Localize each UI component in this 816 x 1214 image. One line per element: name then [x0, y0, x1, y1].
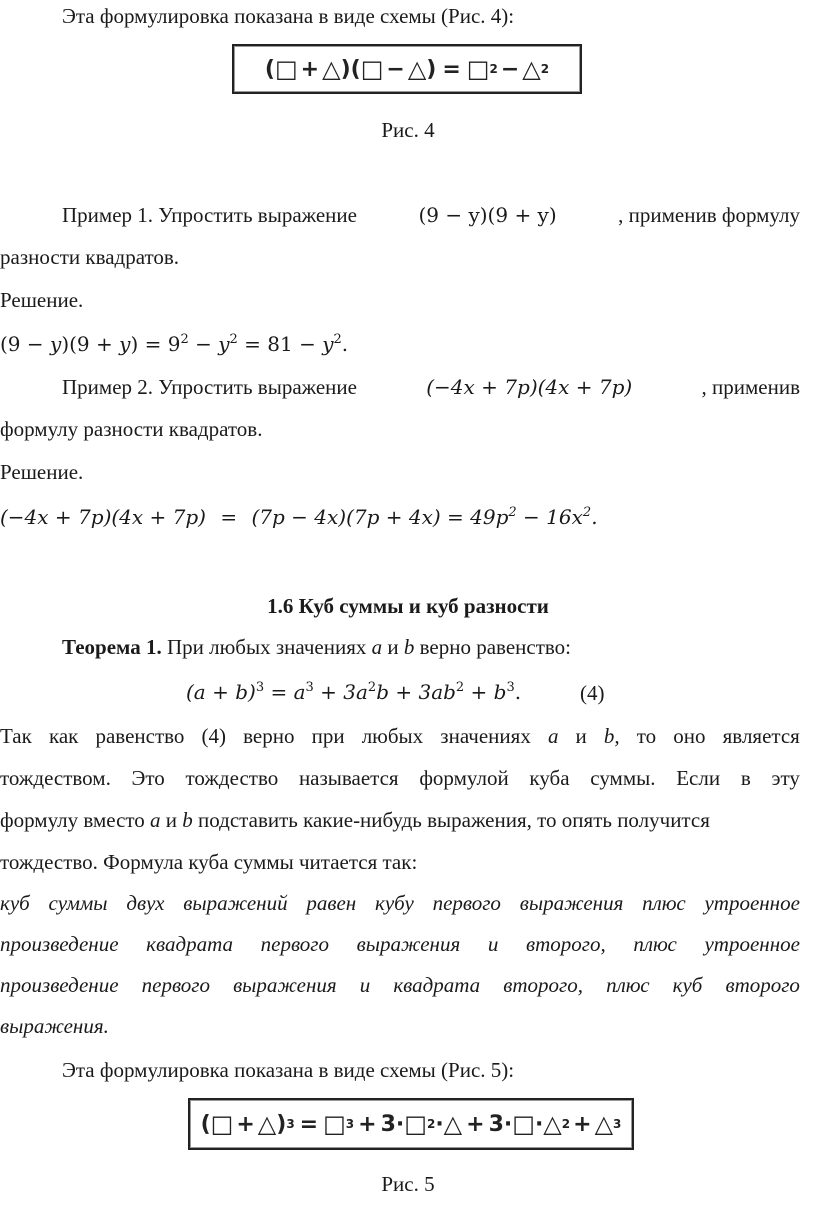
- word: суммы: [48, 891, 108, 915]
- word: (4): [201, 724, 227, 748]
- coefficient: 3·: [488, 1111, 513, 1137]
- paragraph-line-4: тождество. Формула куба суммы читается так:: [0, 850, 418, 874]
- solution-label-1: Решение.: [0, 288, 84, 312]
- var-y: y: [119, 332, 131, 356]
- text: и: [160, 808, 183, 832]
- theorem-text: и: [382, 635, 404, 659]
- example-1-line: [62, 201, 800, 229]
- minus-sign: −: [386, 56, 405, 82]
- word: произведение: [0, 932, 119, 956]
- paragraph-line-3: [0, 806, 816, 834]
- math-part: .: [341, 332, 349, 356]
- word: называется: [298, 766, 399, 790]
- word: любых: [361, 724, 424, 748]
- word: выражения: [519, 891, 624, 915]
- square-symbol: □: [360, 55, 384, 83]
- var-a: a: [150, 808, 161, 832]
- var-y: y: [218, 332, 230, 356]
- rule-line-3: [0, 971, 800, 999]
- word: выражения: [356, 932, 461, 956]
- solution-label-2: Решение.: [0, 460, 84, 484]
- square-symbol: □: [274, 55, 298, 83]
- exponent: 2: [180, 332, 189, 347]
- example-2-line: [62, 373, 800, 401]
- coefficient: 3·: [380, 1111, 405, 1137]
- word: первого: [432, 891, 501, 915]
- dot-sign: ·: [435, 1111, 444, 1137]
- equals-sign: =: [442, 56, 461, 82]
- formula-number: (4): [580, 681, 605, 705]
- math-part: = 49p: [447, 505, 509, 529]
- rule-line-4: выражения.: [0, 1014, 109, 1038]
- word: и: [487, 932, 499, 956]
- math-part: .: [591, 505, 598, 529]
- section-heading: 1.6 Куб суммы и куб разности: [267, 594, 549, 618]
- example-2-lead: Пример 2. Упростить выражение: [62, 375, 357, 399]
- paren: ): [340, 56, 351, 82]
- word: Это: [131, 766, 165, 790]
- word: плюс: [642, 891, 686, 915]
- word: тождество: [185, 766, 279, 790]
- math-part: (9 −: [0, 332, 50, 356]
- exponent: 3: [255, 680, 265, 695]
- theorem-text: При любых значениях: [161, 635, 372, 659]
- math-part: b + 3ab: [376, 680, 456, 704]
- example-1-tail: , применив формулу: [618, 203, 800, 227]
- word: выражения: [233, 973, 337, 997]
- word: куб: [672, 973, 703, 997]
- word: Если: [676, 766, 721, 790]
- plus-sign: +: [573, 1111, 592, 1137]
- word: значениях: [440, 724, 531, 748]
- var-y: y: [322, 332, 334, 356]
- word: при: [311, 724, 345, 748]
- exponent: 3: [305, 680, 314, 695]
- scheme-figure-5: ( □ + △ ) 3 = □ 3 + 3· □ 2 · △ + 3· □ · △ 2 + △ 3: [188, 1098, 634, 1150]
- text: формулу вместо: [0, 808, 151, 832]
- example-2-tail: , применив: [701, 375, 800, 399]
- word: оно: [673, 724, 706, 748]
- plus-sign: +: [236, 1111, 255, 1137]
- word: в: [740, 766, 751, 790]
- triangle-symbol: △: [407, 55, 427, 83]
- solution-1-formula: [0, 330, 816, 358]
- example-2-expression: (−4x + 7p)(4x + 7p): [426, 375, 633, 399]
- word: первого: [260, 932, 329, 956]
- theorem-text: верно равенство:: [414, 635, 571, 659]
- word: суммы.: [590, 766, 656, 790]
- word: равенство: [95, 724, 185, 748]
- var-b: b,: [603, 724, 620, 748]
- triangle-symbol: △: [322, 55, 341, 83]
- figure-caption-5: Рис. 5: [381, 1172, 435, 1196]
- intro-text-fig5: Эта формулировка показана в виде схемы (Рис. 5):: [62, 1058, 515, 1082]
- math-part: .: [514, 680, 522, 704]
- word: произведение: [0, 973, 119, 997]
- triangle-symbol: △: [522, 55, 541, 83]
- math-part: + b: [464, 680, 507, 704]
- var-a: a: [547, 724, 559, 748]
- square-symbol: □: [210, 1110, 234, 1138]
- math-part: + 3a: [313, 680, 368, 704]
- var-y: y: [50, 332, 62, 356]
- word: утроенное: [704, 932, 800, 956]
- word: выражений: [183, 891, 288, 915]
- triangle-symbol: △: [443, 1110, 463, 1138]
- word: тождеством.: [0, 766, 111, 790]
- math-part: − 16x: [516, 505, 583, 529]
- theorem-label: Теорема 1.: [62, 635, 162, 659]
- word: Так: [0, 724, 32, 748]
- exponent: 2: [229, 332, 238, 347]
- rule-line-1: [0, 889, 800, 917]
- equals-sign: =: [220, 505, 238, 529]
- var-a: a: [371, 635, 383, 659]
- word: кубу: [375, 891, 414, 915]
- word: второго,: [525, 932, 606, 956]
- word: и: [359, 973, 371, 997]
- math-part: )(9 +: [61, 332, 120, 356]
- example-2-line-2: формулу разности квадратов.: [0, 417, 263, 441]
- example-1-expression: (9 − y)(9 + y): [418, 203, 557, 227]
- square-symbol: □: [323, 1110, 346, 1138]
- text: подставить какие-нибудь выражения, то опять получится: [192, 808, 710, 832]
- paren: ): [276, 1111, 287, 1137]
- intro-text-fig4: Эта формулировка показана в виде схемы (Рис. 4):: [62, 4, 515, 28]
- word: плюс: [606, 973, 650, 997]
- word: верно: [243, 724, 295, 748]
- triangle-symbol: △: [257, 1110, 277, 1138]
- word: плюс: [633, 932, 677, 956]
- minus-sign: −: [500, 56, 520, 82]
- paren: (: [350, 56, 361, 82]
- word: квадрата: [393, 973, 481, 997]
- word: то: [636, 724, 657, 748]
- paren: (: [200, 1111, 211, 1137]
- square-symbol: □: [512, 1110, 535, 1138]
- exponent: 2: [333, 332, 342, 347]
- triangle-symbol: △: [594, 1110, 614, 1138]
- solution-2-formula: [0, 503, 816, 531]
- figure-caption-4: Рис. 4: [381, 118, 435, 142]
- plus-sign: +: [358, 1111, 377, 1137]
- equals-sign: =: [299, 1111, 319, 1137]
- square-symbol: □: [466, 55, 490, 83]
- plus-sign: +: [466, 1111, 485, 1137]
- paren: (: [264, 56, 275, 82]
- math-part: (7p − 4x)(7p + 4x): [251, 505, 441, 529]
- word: равен: [306, 891, 357, 915]
- word: первого: [141, 973, 210, 997]
- dot-sign: ·: [534, 1111, 544, 1137]
- paragraph-line-1: [0, 722, 800, 750]
- word: утроенное: [704, 891, 800, 915]
- word: второго: [725, 973, 800, 997]
- exponent: 2: [582, 505, 592, 520]
- scheme-figure-4: ( □ + △ ) ( □ − △ ) = □ 2 − △ 2: [232, 44, 582, 94]
- word: куба: [529, 766, 570, 790]
- example-1-line-2: разности квадратов.: [0, 245, 180, 269]
- plus-sign: +: [300, 56, 320, 82]
- triangle-symbol: △: [543, 1110, 562, 1138]
- math-part: = 81 −: [237, 332, 323, 356]
- word: второго,: [503, 973, 583, 997]
- paragraph-line-2: [0, 764, 800, 792]
- var-b: b: [182, 808, 193, 832]
- word: формулой: [419, 766, 509, 790]
- word: как: [48, 724, 79, 748]
- math-part: −: [188, 332, 219, 356]
- word: эту: [771, 766, 800, 790]
- exponent: 2: [508, 505, 517, 520]
- math-part: (−4x + 7p)(4x + 7p): [0, 505, 206, 529]
- exponent: 3: [506, 680, 515, 695]
- var-b: b: [403, 635, 415, 659]
- math-part: (a + b): [186, 680, 256, 704]
- math-part: ) = 9: [130, 332, 181, 356]
- word: является: [722, 724, 800, 748]
- paren: ): [426, 56, 437, 82]
- exponent: 2: [455, 680, 465, 695]
- word: квадрата: [146, 932, 234, 956]
- word: двух: [126, 891, 165, 915]
- word: и: [575, 724, 587, 748]
- word: куб: [0, 891, 30, 915]
- square-symbol: □: [404, 1110, 427, 1138]
- theorem-1: [62, 633, 816, 661]
- exponent: 2: [367, 680, 377, 695]
- rule-line-2: [0, 930, 800, 958]
- example-1-lead: Пример 1. Упростить выражение: [62, 203, 357, 227]
- math-part: = a: [264, 680, 306, 704]
